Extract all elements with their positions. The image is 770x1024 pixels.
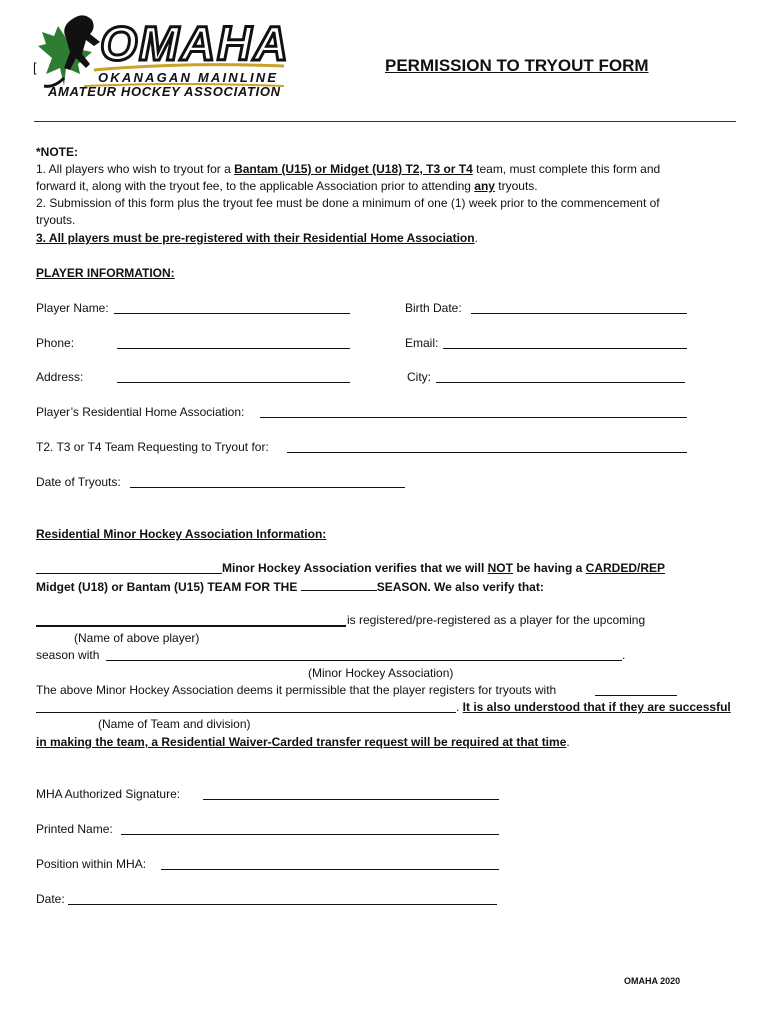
birth-date-field[interactable]	[471, 313, 687, 314]
player-name-confirm-field[interactable]	[36, 625, 346, 627]
city-label: City:	[407, 370, 431, 384]
city-field[interactable]	[436, 382, 685, 383]
mha-caption: (Minor Hockey Association)	[308, 666, 454, 680]
address-field[interactable]	[117, 382, 350, 383]
email-field[interactable]	[443, 348, 687, 349]
registered-statement: is registered/pre-registered as a player for the upcoming	[347, 613, 646, 627]
residential-heading: Residential Minor Hockey Association Information:	[36, 527, 327, 541]
authorized-signature-field[interactable]	[203, 799, 499, 800]
signature-date-label: Date:	[36, 892, 65, 906]
season-end-mark: .	[622, 648, 626, 662]
hockey-player-icon	[64, 15, 100, 70]
logo-line2: AMATEUR HOCKEY ASSOCIATION	[48, 84, 280, 99]
note-item-3: 3. All players must be pre-registered with their Residential Home Association.	[36, 231, 478, 245]
player-name-label: Player Name:	[36, 301, 109, 315]
page-title: PERMISSION TO TRYOUT FORM	[385, 56, 649, 75]
footer-label: OMAHA 2020	[624, 976, 681, 986]
season-with-label: season with	[36, 648, 100, 662]
note-item-1-cont: forward it, along with the tryout fee, to the applicable Association prior to attending any tryouts.	[36, 179, 538, 193]
season-field[interactable]	[301, 577, 377, 591]
tryout-team-field-a[interactable]	[595, 695, 677, 696]
position-field[interactable]	[161, 869, 499, 870]
verify-statement-cont: Midget (U18) or Bantam (U15) TEAM FOR THE SEASON. We also verify that:	[36, 577, 544, 596]
waiver-statement: in making the team, a Residential Waiver-Carded transfer request will be required at that time.	[36, 735, 570, 749]
authorized-signature-label: MHA Authorized Signature:	[36, 787, 181, 801]
email-label: Email:	[405, 336, 439, 350]
bracket-mark: [	[33, 60, 37, 75]
address-label: Address:	[36, 370, 84, 384]
phone-field[interactable]	[117, 348, 350, 349]
printed-name-label: Printed Name:	[36, 822, 113, 836]
note-any: any	[474, 179, 495, 193]
note-item-2-cont: tryouts.	[36, 213, 76, 227]
tryout-team-field-b[interactable]	[36, 712, 456, 713]
printed-name-field[interactable]	[121, 834, 499, 835]
season-association-field[interactable]	[106, 660, 622, 661]
verify-statement: Minor Hockey Association verifies that we will NOT be having a CARDED/REP	[222, 561, 666, 575]
header-divider	[34, 121, 736, 122]
tryout-date-label: Date of Tryouts:	[36, 475, 121, 489]
player-name-caption: (Name of above player)	[74, 631, 200, 645]
phone-label: Phone:	[36, 336, 75, 350]
home-association-field[interactable]	[260, 417, 687, 418]
position-label: Position within MHA:	[36, 857, 147, 871]
player-info-heading: PLAYER INFORMATION:	[36, 266, 175, 280]
understood-statement: . It is also understood that if they are successful	[456, 700, 731, 714]
note-team-levels: Bantam (U15) or Midget (U18) T2, T3 or T4	[234, 162, 473, 176]
deems-statement: The above Minor Hockey Association deems it permissible that the player registers for tryouts with	[36, 683, 557, 697]
logo-line1: OKANAGAN MAINLINE	[98, 70, 276, 85]
birth-date-label: Birth Date:	[405, 301, 462, 315]
omaha-logo	[34, 8, 292, 100]
tryout-date-field[interactable]	[130, 487, 405, 488]
team-requested-label: T2. T3 or T4 Team Requesting to Tryout for:	[36, 440, 269, 454]
signature-date-field[interactable]	[68, 904, 497, 905]
team-caption: (Name of Team and division)	[98, 717, 251, 731]
logo-name: OMAHA	[100, 18, 288, 71]
note-item-1: 1. All players who wish to tryout for a Bantam (U15) or Midget (U18) T2, T3 or T4 team, must complete this form and	[36, 162, 661, 176]
residential-association-field[interactable]	[36, 573, 222, 574]
team-requested-field[interactable]	[287, 452, 687, 453]
home-association-label: Player’s Residential Home Association:	[36, 405, 245, 419]
player-name-field[interactable]	[114, 313, 350, 314]
note-item-2: 2. Submission of this form plus the tryout fee must be done a minimum of one (1) week prior to the commencement of	[36, 196, 660, 210]
note-heading: *NOTE:	[36, 145, 78, 159]
